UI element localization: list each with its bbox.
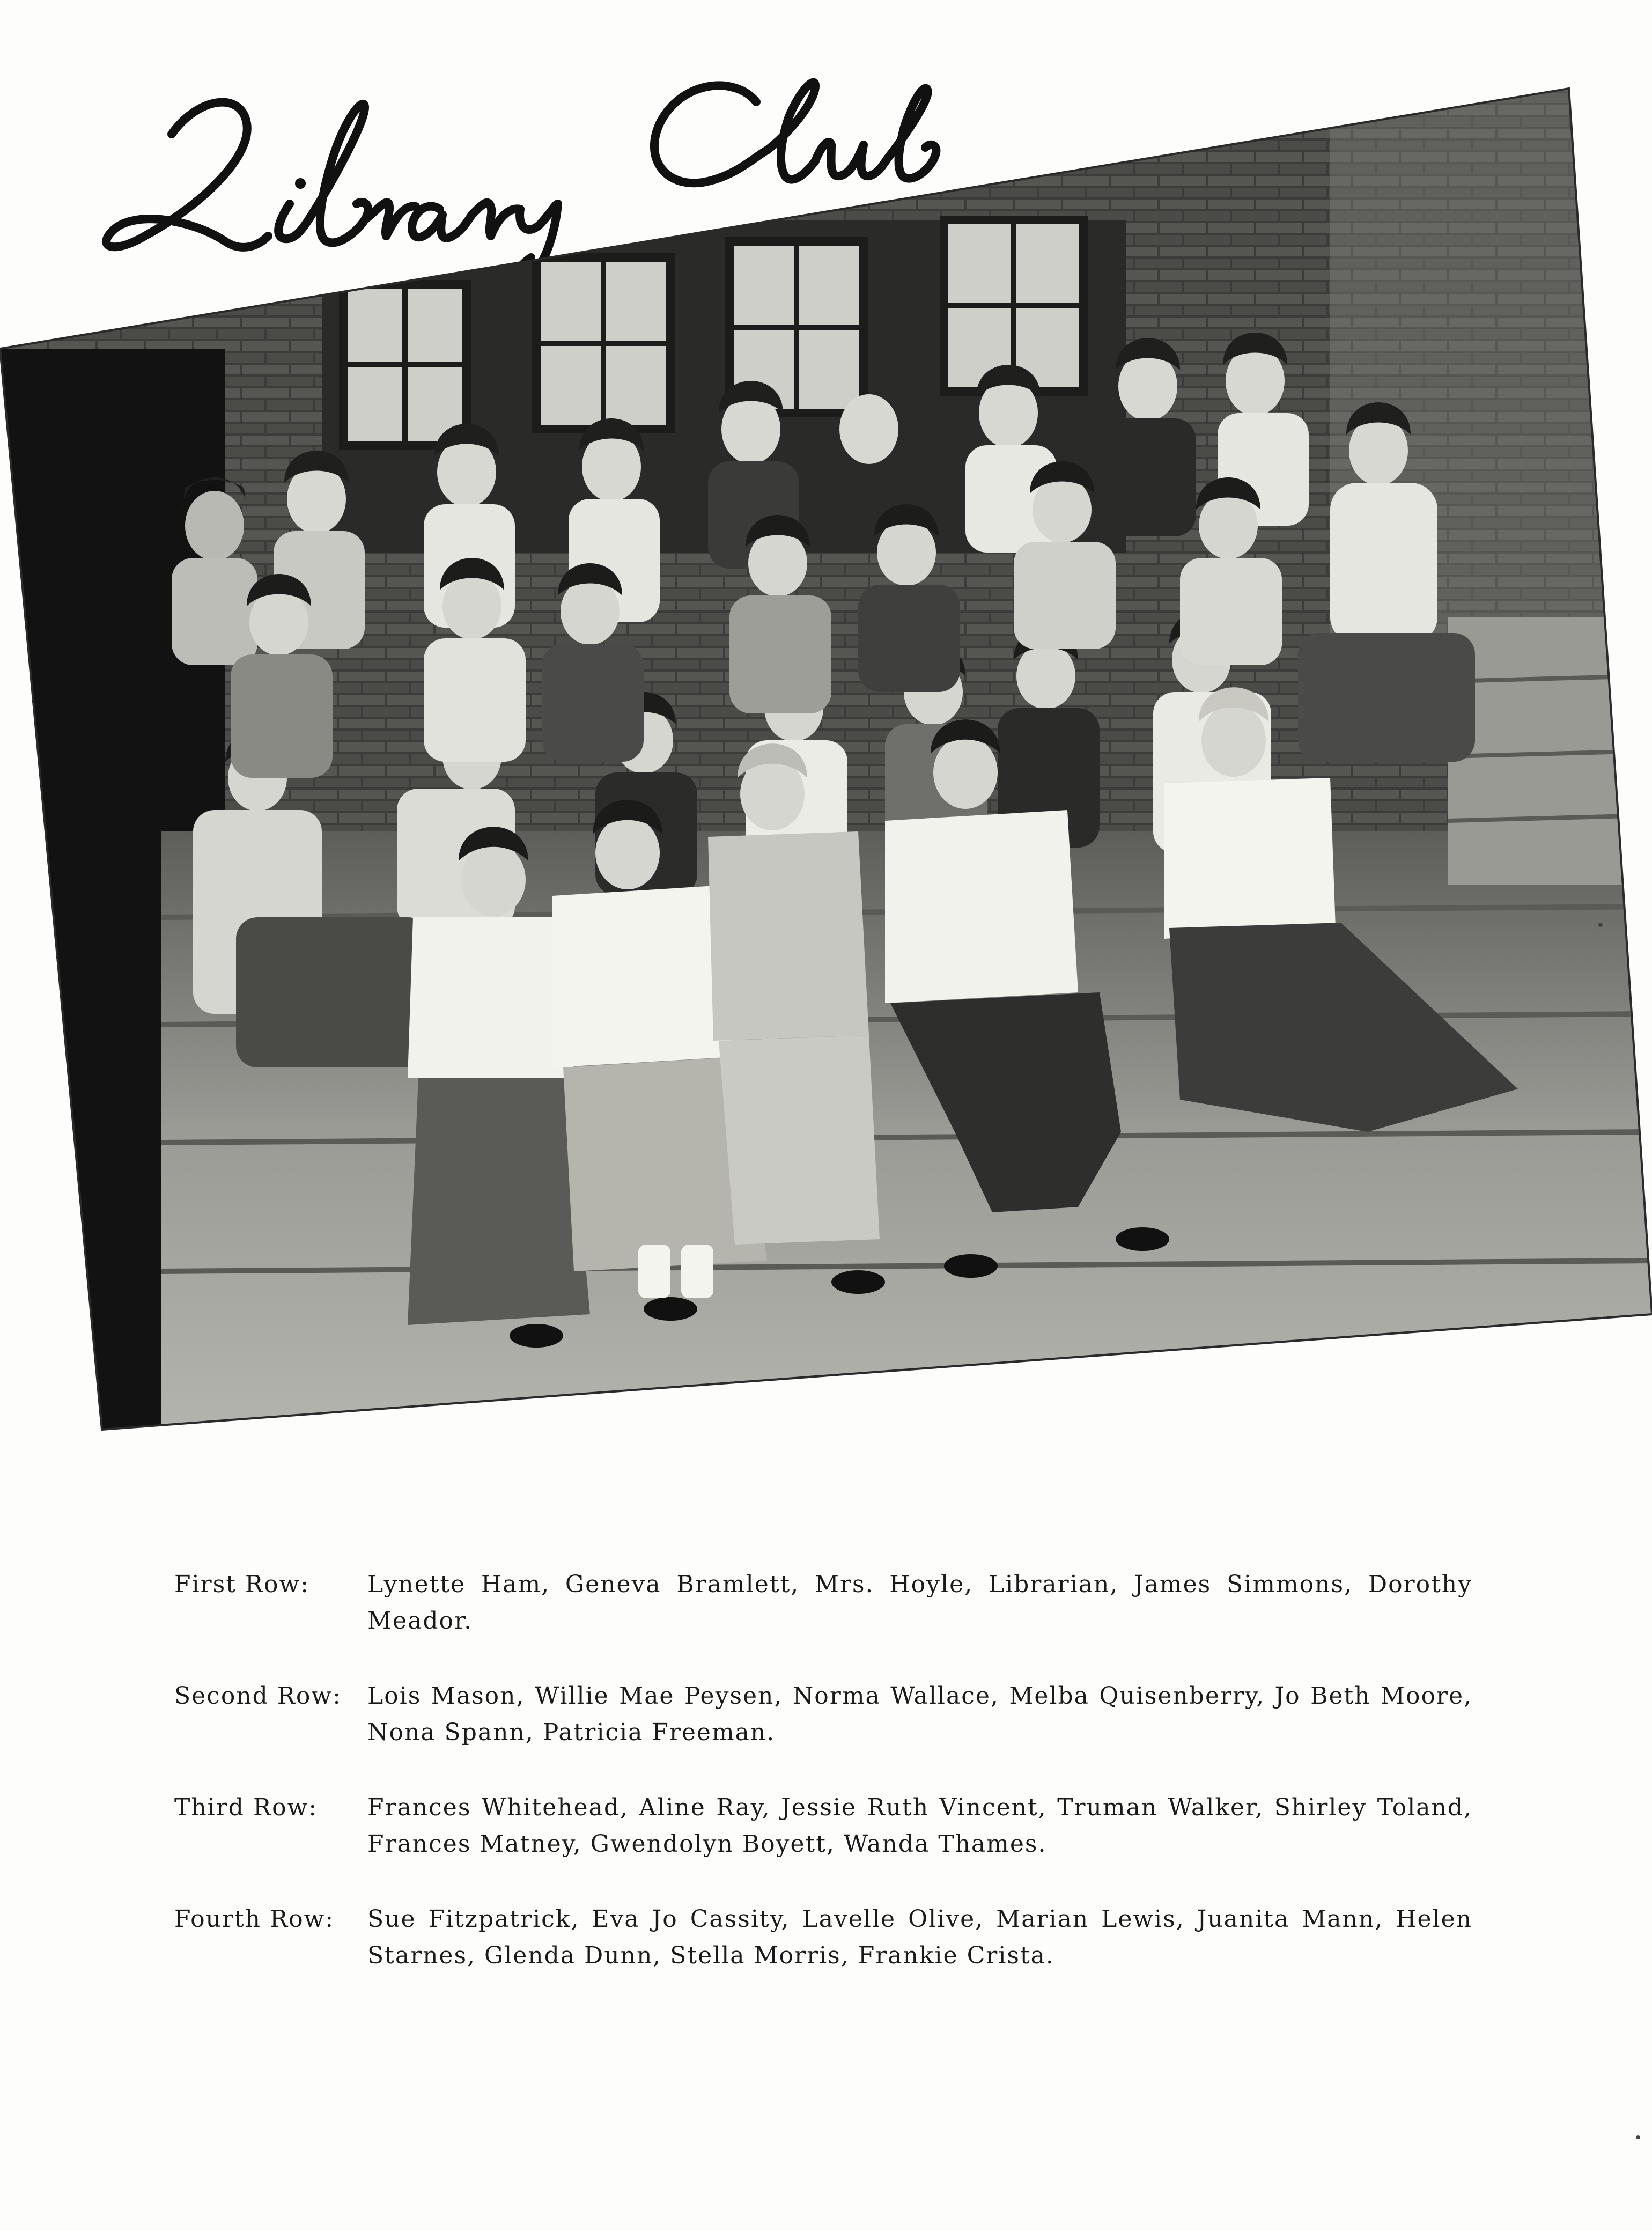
row-names: Frances Whitehead, Aline Ray, Jessie Ruth Vincent, Truman Walker, Shirley Toland, Frances Matney, Gwendolyn Boyett, Wanda Thames. (367, 1794, 1472, 1858)
dust-speck (1636, 2135, 1640, 2139)
caption-row (174, 1566, 1472, 1639)
dust-speck (1598, 923, 1603, 927)
caption-row (174, 1901, 1472, 1974)
photo-captions (174, 1566, 1472, 2013)
row-label: Third Row: (174, 1794, 318, 1821)
group-photo (0, 80, 1652, 1432)
row-names: Lynette Ham, Geneva Bramlett, Mrs. Hoyle, Librarian, James Simmons, Dorothy Meador. (367, 1571, 1472, 1634)
caption-row (174, 1790, 1472, 1862)
caption-row (174, 1678, 1472, 1751)
row-label: Second Row: (174, 1682, 342, 1710)
row-label: Fourth Row: (174, 1905, 335, 1933)
row-label: First Row: (174, 1571, 309, 1598)
row-names: Lois Mason, Willie Mae Peysen, Norma Wallace, Melba Quisenberry, Jo Beth Moore, Nona Spann, Patricia Freeman. (367, 1682, 1472, 1746)
row-names: Sue Fitzpatrick, Eva Jo Cassity, Lavelle Olive, Marian Lewis, Juanita Mann, Helen Starnes, Glenda Dunn, Stella Morris, Frankie Crista. (367, 1905, 1472, 1969)
